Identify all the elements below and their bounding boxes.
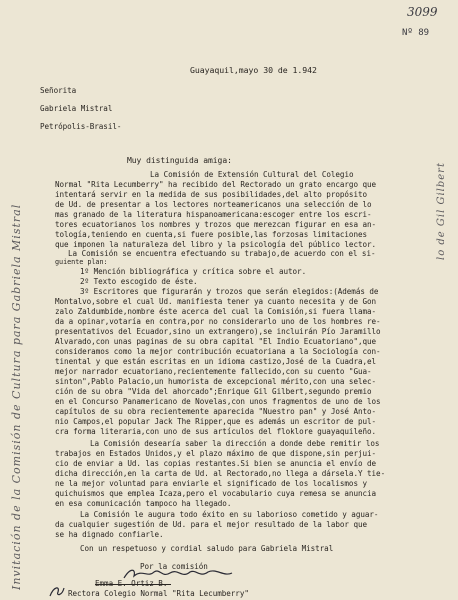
body-line: sinton",Pablo Palacio,un humorista de excepcional mérito,con una selec- xyxy=(55,377,377,386)
recipient-line: Petrópolis-Brasil- xyxy=(40,122,122,131)
body-line: zalo Zaldumbide,nombre éste acerca del cual la Comisión,si fuera llama- xyxy=(55,307,377,316)
body-line: nio Campos,el popular Jack The Ripper,que es además un escritor de pul- xyxy=(55,417,377,426)
body-line: La Comisión le augura todo éxito en su laborioso cometido y aguar- xyxy=(80,510,379,519)
strike-through xyxy=(95,584,171,585)
margin-note-right: lo de Gil Gilbert xyxy=(436,162,447,260)
body-line: de Ud. de presentar a los lectores norteamericanos una selección de lo xyxy=(55,200,372,209)
body-line: dicha dirección,en la carta de Ud. al Rectorado,no llega a dársela.Y tie- xyxy=(55,469,386,478)
body-line: capítulos de su obra recientemente aparecida "Nuestro pan" y José Anto- xyxy=(55,407,377,416)
archive-number: 3099 xyxy=(407,5,438,19)
body-line: Alvarado,con unas paginas de su obra capital "El Indio Ecuatoriano",que xyxy=(55,337,377,346)
body-line: tinental y que están escritas en un idioma castizo,José de la Cuadra,el xyxy=(55,357,377,366)
body-line: consideramos como la mejor contribución ecuatoriana a la Sociología con- xyxy=(55,347,381,356)
body-line: 2º Texto escogido de éste. xyxy=(80,277,198,286)
body-line: en el Concurso Panamericano de Novelas,con unos fragmentos de uno de los xyxy=(55,397,381,406)
body-line: guiente plan: xyxy=(55,258,108,266)
body-line: La Comisión de Extensión Cultural del Colegio xyxy=(150,170,354,179)
signer-title: Rectora Colegio Normal "Rita Lecumberry" xyxy=(68,589,249,598)
item-number: Nº 89 xyxy=(402,28,430,38)
body-line: Con un respetuoso y cordial saludo para Gabriela Mistral xyxy=(80,544,334,553)
body-line: ne la mejor voluntad para enviarle el significado de los localismos y xyxy=(55,479,368,488)
body-line: 3º Escritores que figurarán y trozos que serán elegidos:(Además de xyxy=(80,287,379,296)
body-line: presentativos del Ecuador,sino un extrangero),se incluirán Pío Jaramillo xyxy=(55,327,381,336)
body-line: trabajos en Estados Unidos,y el plazo máximo de que dispone,sin perjui- xyxy=(55,449,377,458)
margin-note-left: Invitación de la Comisión de Cultura para Gabriela Mistral xyxy=(10,203,23,590)
body-line: mejor narrador ecuatoriano,recientemente fallecido,con su cuento "Gua- xyxy=(55,367,372,376)
body-line: da cualquier sugestión de Ud. para el mejor resultado de la labor que xyxy=(55,520,368,529)
body-line: que imponen la naturaleza del libro y la psicología del público lector. xyxy=(55,240,377,249)
handwritten-mark xyxy=(48,584,66,598)
body-line: en esa comunicación tampoco ha llegado. xyxy=(55,499,232,508)
body-line: cra forma literaria,con uno de sus artículos del floklore guayaquileño. xyxy=(55,427,377,436)
body-line: 1º Mención bibliográfica y crítica sobre el autor. xyxy=(80,267,307,276)
letter-date: Guayaquil,mayo 30 de 1.942 xyxy=(190,65,317,75)
body-line: intentará servir en la medida de sus posibilidades,del alto propósito xyxy=(55,190,368,199)
body-line: Normal "Rita Lecumberry" ha recibido del Rectorado un grato encargo que xyxy=(55,180,377,189)
recipient-line: Gabriela Mistral xyxy=(40,104,113,113)
body-line: La Comisión desearía saber la dirección a donde debe remitir los xyxy=(90,439,380,448)
closing-por: Por la comisión xyxy=(140,562,208,571)
body-line: mas granado de la literatura hispanoamericana:escoger entre los escri- xyxy=(55,210,372,219)
body-line: Montalvo,sobre el cual Ud. manifiesta tener ya cuanto necesita y de Gon xyxy=(55,297,377,306)
recipient-line: Señorita xyxy=(40,86,77,95)
body-line: se ha dignado confiarle. xyxy=(55,530,164,539)
body-line: ción de su obra "Vida del ahorcado";Enrique Gil Gilbert,segundo premio xyxy=(55,387,372,396)
body-line: quichuismos que emplea Icaza,pero el vocabulario cuya remesa se anuncia xyxy=(55,489,377,498)
greeting: Muy distinguida amiga: xyxy=(127,156,232,165)
body-line: La Comisión se encuentra efectuando su trabajo,de acuerdo con el si- xyxy=(68,249,376,258)
body-line: tores ecuatorianos los nombres y trozos que merezcan figurar en esa an- xyxy=(55,220,377,229)
body-line: tología,teniendo en cuenta,si fuere posible,las forzosas limitaciones xyxy=(55,230,368,239)
body-line: cio de enviar a Ud. las copias restantes.Si bien se anuncia el envío de xyxy=(55,459,377,468)
body-line: da a opinar,votaría en contra,por no considerarlo uno de los hombres re- xyxy=(55,317,381,326)
